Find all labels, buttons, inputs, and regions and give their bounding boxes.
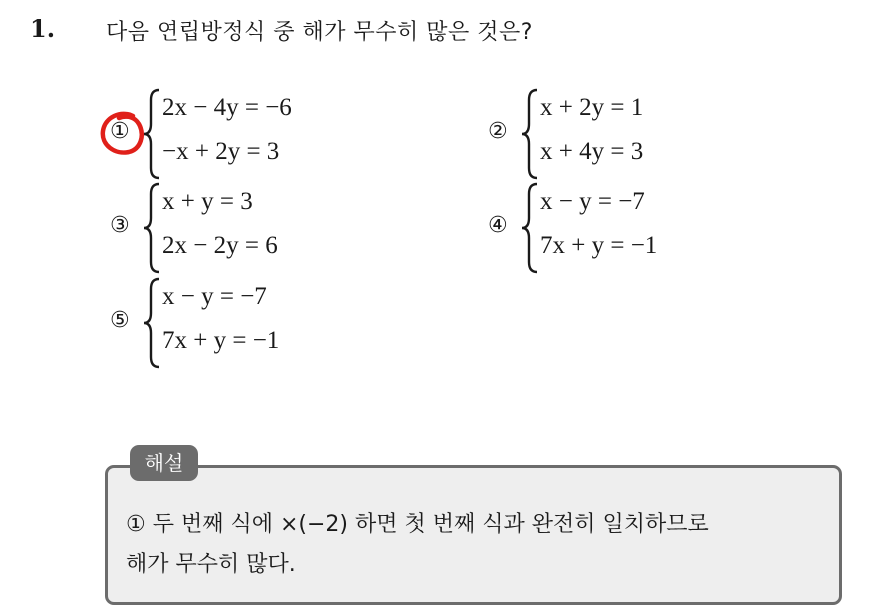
choice-3-equation-1: x + y = 3 (162, 188, 253, 215)
choice-4-equation-1: x − y = −7 (540, 188, 645, 215)
brace-icon (142, 277, 162, 369)
choice-2-equation-2: x + 4y = 3 (540, 138, 644, 165)
solution-tab: 해설 (130, 445, 198, 481)
choice-3[interactable] (110, 182, 410, 274)
choice-1-label: ① (110, 119, 130, 144)
choice-2-equation-1: x + 2y = 1 (540, 94, 644, 121)
question-text: 다음 연립방정식 중 해가 무수히 많은 것은? (106, 20, 533, 45)
choice-5-label: ⑤ (110, 308, 130, 333)
choice-3-equation-2: 2x − 2y = 6 (162, 232, 278, 259)
choice-4[interactable] (488, 182, 748, 274)
choice-1[interactable] (110, 88, 410, 180)
brace-icon (142, 182, 162, 274)
question-number: 1. (30, 14, 56, 43)
choice-1-equation-1: 2x − 4y = −6 (162, 94, 292, 121)
choice-2[interactable] (488, 88, 748, 180)
brace-icon (520, 182, 540, 274)
choice-2-label: ② (488, 119, 508, 144)
choice-4-equation-2: 7x + y = −1 (540, 232, 658, 259)
solution-line-1: ① 두 번째 식에 ×(−2) 하면 첫 번째 식과 완전히 일치하므로 (126, 512, 709, 537)
choice-5[interactable] (110, 277, 410, 369)
solution-text (126, 505, 826, 585)
solution-line-2: 해가 무수히 많다. (126, 552, 296, 577)
choice-3-label: ③ (110, 213, 130, 238)
choice-1-equation-2: −x + 2y = 3 (162, 138, 280, 165)
choice-5-equation-2: 7x + y = −1 (162, 327, 280, 354)
choice-5-equation-1: x − y = −7 (162, 283, 267, 310)
choice-4-label: ④ (488, 213, 508, 238)
brace-icon (520, 88, 540, 180)
answer-circle-mark (97, 107, 149, 159)
